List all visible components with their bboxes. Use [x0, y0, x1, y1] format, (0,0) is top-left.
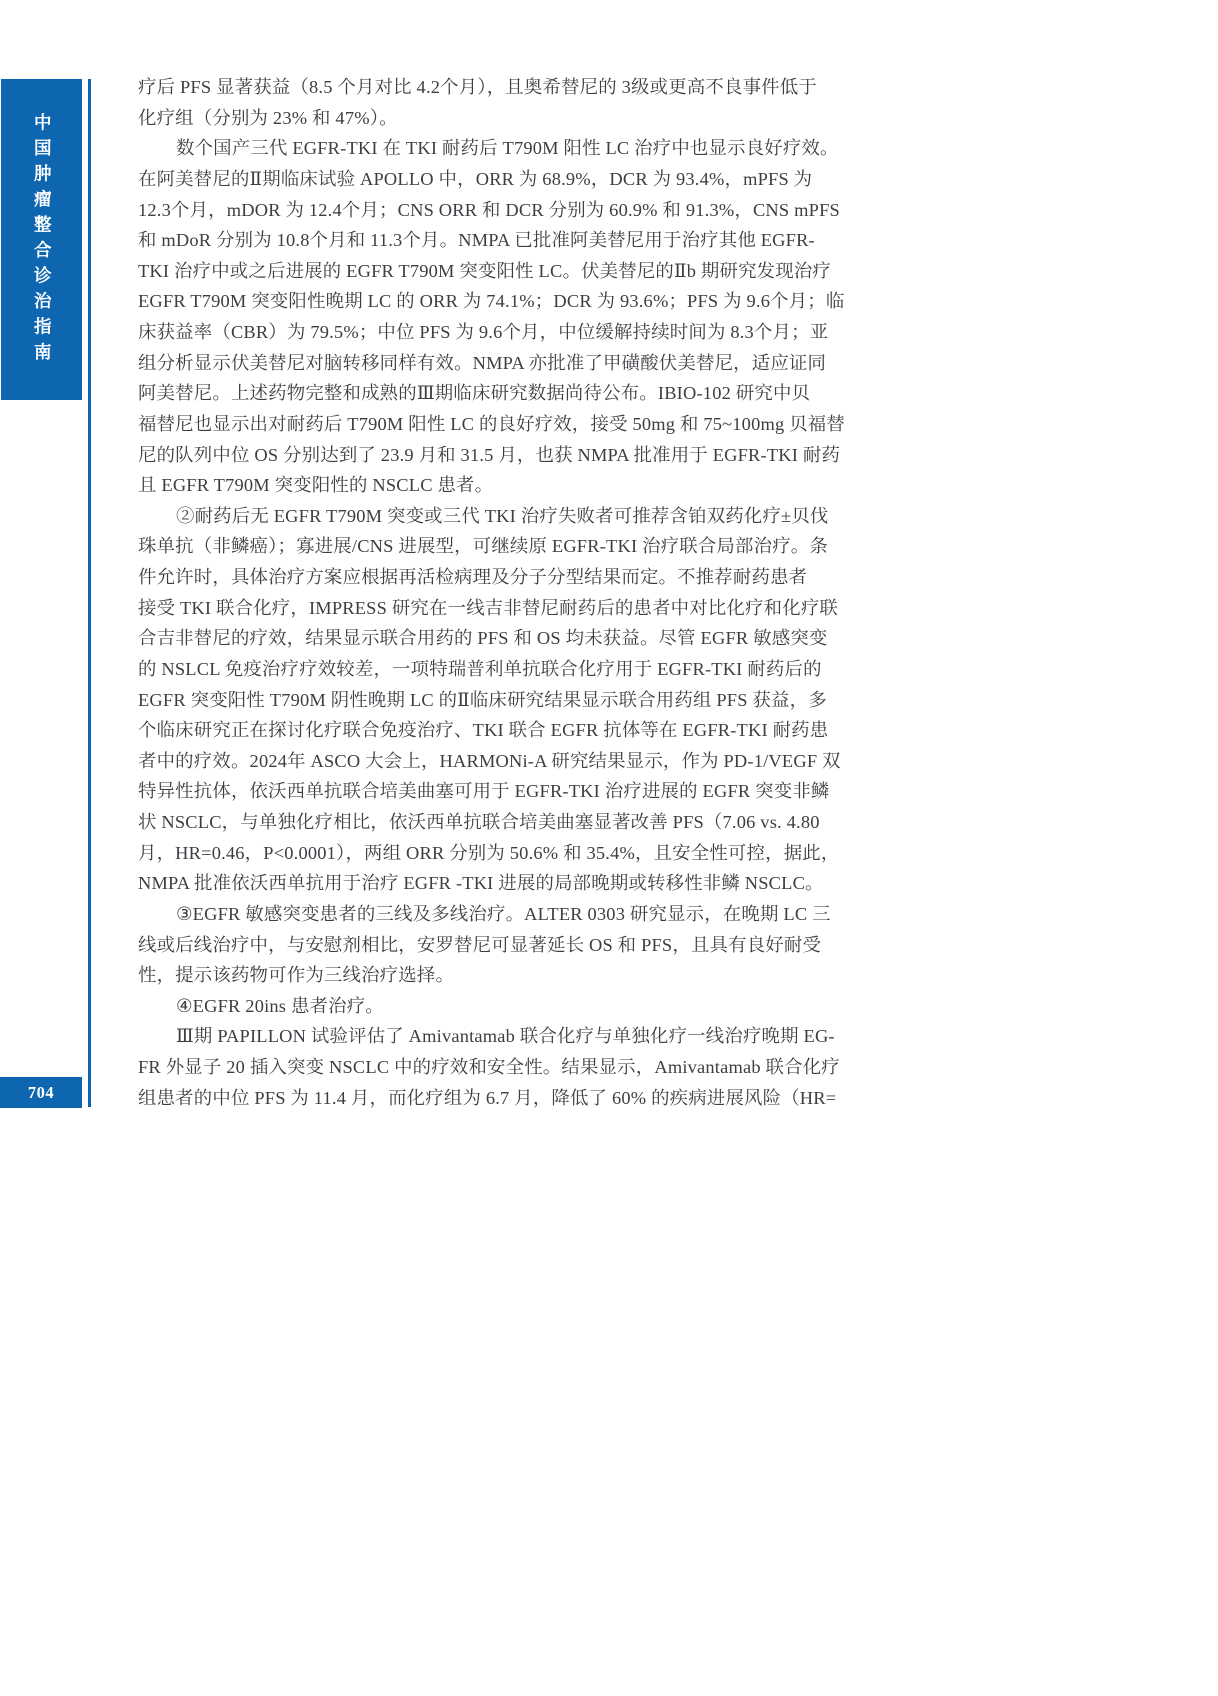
text-line: 个临床研究正在探讨化疗联合免疫治疗、TKI 联合 EGFR 抗体等在 EGFR-TKI 耐药患: [138, 720, 829, 741]
text-line: 接受 TKI 联合化疗，IMPRESS 研究在一线吉非替尼耐药后的患者中对比化疗和化疗联: [138, 597, 839, 618]
text-line: 状 NSCLC，与单独化疗相比，依沃西单抗联合培美曲塞显著改善 PFS（7.06 vs. 4.80: [138, 812, 820, 832]
text-line: EGFR 突变阳性 T790M 阴性晚期 LC 的Ⅱ临床研究结果显示联合用药组 PFS 获益，多: [138, 689, 827, 710]
text-line: 和 mDoR 分别为 10.8个月和 11.3个月。NMPA 已批准阿美替尼用于治疗其他 EGFR-: [138, 230, 815, 251]
book-title-tab: [1, 79, 82, 400]
text-line: 组分析显示伏美替尼对脑转移同样有效。NMPA 亦批准了甲磺酸伏美替尼，适应证同: [138, 352, 827, 373]
text-line: 月，HR=0.46，P<0.0001），两组 ORR 分别为 50.6% 和 35.4%，且安全性可控，据此，: [138, 842, 840, 863]
text-line: 尼的队列中位 OS 分别达到了 23.9 月和 31.5 月，也获 NMPA 批准用于 EGFR-TKI 耐药: [138, 444, 841, 465]
page-number: 704: [27, 1082, 55, 1102]
body-text-column: [138, 72, 845, 1113]
text-line: EGFR T790M 突变阳性晚期 LC 的 ORR 为 74.1%；DCR 为 93.6%；PFS 为 9.6个月；临: [138, 291, 845, 312]
text-line: 珠单抗（非鳞癌）；寡进展/CNS 进展型，可继续原 EGFR-TKI 治疗联合局部治疗。条: [138, 536, 828, 557]
text-line: 性，提示该药物可作为三线治疗选择。: [138, 965, 455, 986]
column-divider-rule: [88, 79, 91, 1107]
text-line: ②耐药后无 EGFR T790M 突变或三代 TKI 治疗失败者可推荐含铂双药化疗±贝伐: [176, 505, 829, 526]
text-line: 福替尼也显示出对耐药后 T790M 阳性 LC 的良好疗效，接受 50mg 和 75~100mg 贝福替: [138, 413, 845, 434]
book-title-vertical-text: 中国肿瘤整合诊治指南: [32, 113, 53, 368]
page-number-badge: [0, 1077, 82, 1108]
text-line: 线或后线治疗中，与安慰剂相比，安罗替尼可显著延长 OS 和 PFS，且具有良好耐受: [138, 934, 822, 955]
text-line: 者中的疗效。2024年 ASCO 大会上，HARMONi-A 研究结果显示，作为 PD-1/VEGF 双: [138, 750, 841, 771]
text-line: 在阿美替尼的Ⅱ期临床试验 APOLLO 中，ORR 为 68.9%，DCR 为 93.4%，mPFS 为: [138, 168, 813, 189]
text-line: FR 外显子 20 插入突变 NSCLC 中的疗效和安全性。结果显示，Amivantamab 联合化疗: [138, 1057, 840, 1077]
text-line: 化疗组（分别为 23% 和 47%）。: [138, 107, 398, 128]
text-line: 阿美替尼。上述药物完整和成熟的Ⅲ期临床研究数据尚待公布。IBIO-102 研究中贝: [138, 383, 811, 404]
text-line: 床获益率（CBR）为 79.5%；中位 PFS 为 9.6个月，中位缓解持续时间为 8.3个月；亚: [138, 322, 829, 342]
text-line: ③EGFR 敏感突变患者的三线及多线治疗。ALTER 0303 研究显示，在晚期 LC 三: [176, 903, 831, 924]
text-line: 组患者的中位 PFS 为 11.4 月，而化疗组为 6.7 月，降低了 60% 的疾病进展风险（HR=: [138, 1087, 837, 1108]
text-line: 数个国产三代 EGFR-TKI 在 TKI 耐药后 T790M 阳性 LC 治疗中也显示良好疗效。: [176, 138, 839, 159]
text-line: Ⅲ期 PAPILLON 试验评估了 Amivantamab 联合化疗与单独化疗一线治疗晚期 EG-: [176, 1026, 835, 1047]
text-line: 的 NSLCL 免疫治疗疗效较差，一项特瑞普利单抗联合化疗用于 EGFR-TKI 耐药后的: [138, 658, 822, 679]
text-line: 合吉非替尼的疗效，结果显示联合用药的 PFS 和 OS 均未获益。尽管 EGFR 敏感突变: [138, 628, 828, 649]
text-line: 件允许时，具体治疗方案应根据再活检病理及分子分型结果而定。不推荐耐药患者: [138, 567, 808, 587]
text-line: ④EGFR 20ins 患者治疗。: [176, 995, 384, 1016]
text-line: 疗后 PFS 显著获益（8.5 个月对比 4.2个月），且奥希替尼的 3级或更高不良事件低于: [138, 77, 817, 97]
text-line: 特异性抗体，依沃西单抗联合培美曲塞可用于 EGFR-TKI 治疗进展的 EGFR 突变非鳞: [138, 781, 830, 802]
text-line: 且 EGFR T790M 突变阳性的 NSCLC 患者。: [138, 475, 494, 496]
text-line: TKI 治疗中或之后进展的 EGFR T790M 突变阳性 LC。伏美替尼的Ⅱb 期研究发现治疗: [138, 260, 832, 281]
text-line: 12.3个月，mDOR 为 12.4个月；CNS ORR 和 DCR 分别为 60.9% 和 91.3%，CNS mPFS: [138, 199, 840, 220]
text-line: NMPA 批准依沃西单抗用于治疗 EGFR -TKI 进展的局部晚期或转移性非鳞 NSCLC。: [138, 873, 824, 894]
